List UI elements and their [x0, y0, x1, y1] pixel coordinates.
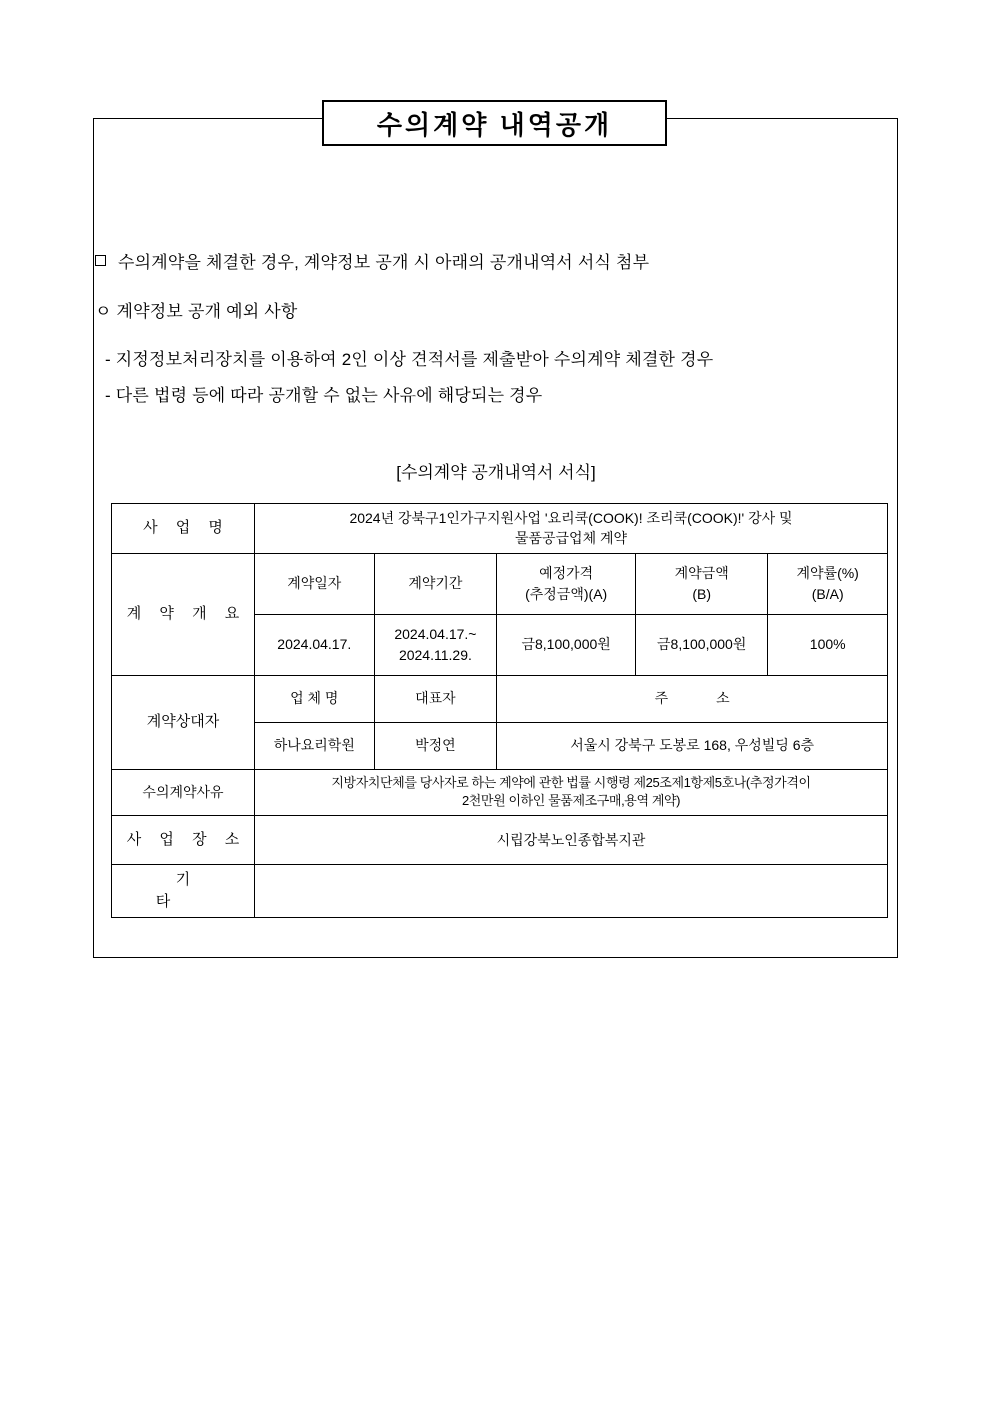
value-contract-period-line1: 2024.04.17.~	[394, 626, 477, 643]
intro-line-4	[105, 381, 905, 406]
value-business-name	[255, 504, 888, 554]
value-contract-rate: 100%	[768, 614, 888, 675]
header-contract-date: 계약일자	[255, 553, 375, 614]
table-row	[112, 865, 888, 918]
value-company: 하나요리학원	[255, 722, 375, 769]
header-contract-amount-line1: 계약금액	[674, 565, 729, 582]
value-reason-line2: 2천만원 이하인 물품제조구매,용역 계약)	[461, 793, 681, 809]
value-reason-line1: 지방자치단체를 당사자로 하는 계약에 관한 법률 시행령 제25조제1항제5호나(추정가격이	[331, 774, 811, 790]
header-estimated-price	[497, 553, 636, 614]
intro-line-1-text: 수의계약을 체결한 경우, 계약정보 공개 시 아래의 공개내역서 서식 첨부	[118, 253, 650, 272]
label-business-name: 사 업 명	[112, 504, 255, 554]
square-bullet-icon	[95, 255, 106, 266]
value-address: 서울시 강북구 도봉로 168, 우성빌딩 6층	[497, 722, 888, 769]
table-row	[112, 504, 888, 554]
table-row	[112, 769, 888, 816]
label-reason: 수의계약사유	[112, 769, 255, 816]
header-estimated-price-line1: 예정가격	[539, 565, 594, 582]
label-counterparty: 계약상대자	[112, 675, 255, 769]
value-contract-amount: 금8,100,000원	[636, 614, 768, 675]
value-contract-date: 2024.04.17.	[255, 614, 375, 675]
header-company: 업 체 명	[255, 675, 375, 722]
header-contract-amount	[636, 553, 768, 614]
table-row	[112, 675, 888, 722]
document-title-box	[322, 100, 667, 146]
intro-line-3	[105, 345, 905, 370]
intro-line-1	[95, 248, 895, 273]
header-contract-rate-line2: (B/A)	[811, 585, 844, 602]
header-representative: 대표자	[374, 675, 497, 722]
intro-line-2-text: ㅇ 계약정보 공개 예외 사항	[95, 302, 298, 321]
value-contract-period	[374, 614, 497, 675]
table-row	[112, 816, 888, 865]
label-etc: 기 타	[112, 865, 255, 918]
value-representative: 박정연	[374, 722, 497, 769]
intro-line-3-text: - 지정정보처리장치를 이용하여 2인 이상 견적서를 제출받아 수의계약 체결한 경우	[105, 350, 714, 369]
label-contract-outline: 계 약 개 요	[112, 553, 255, 675]
header-contract-amount-line2: (B)	[692, 585, 712, 602]
form-caption: [수의계약 공개내역서 서식]	[396, 463, 596, 482]
value-estimated-price: 금8,100,000원	[497, 614, 636, 675]
page-title: 수의계약 내역공개	[376, 109, 613, 140]
header-estimated-price-line2: (추정금액)(A)	[525, 585, 608, 602]
value-business-name-line2: 물품공급업체 계약	[514, 530, 628, 547]
label-place: 사 업 장 소	[112, 816, 255, 865]
table-row	[112, 553, 888, 614]
header-contract-rate-line1: 계약률(%)	[796, 565, 859, 582]
intro-line-2	[95, 297, 895, 322]
header-address: 주 소	[497, 675, 888, 722]
value-etc	[255, 865, 888, 918]
header-contract-period: 계약기간	[374, 553, 497, 614]
intro-line-4-text: - 다른 법령 등에 따라 공개할 수 없는 사유에 해당되는 경우	[105, 386, 543, 405]
value-reason	[255, 769, 888, 816]
value-business-name-line1: 2024년 강북구1인가구지원사업 '요리쿡(COOK)! 조리쿡(COOK)!' 강사 및	[349, 510, 793, 526]
value-contract-period-line2: 2024.11.29.	[398, 646, 472, 663]
contract-disclosure-table	[111, 503, 888, 918]
header-contract-rate	[768, 553, 888, 614]
value-place: 시립강북노인종합복지관	[255, 816, 888, 865]
